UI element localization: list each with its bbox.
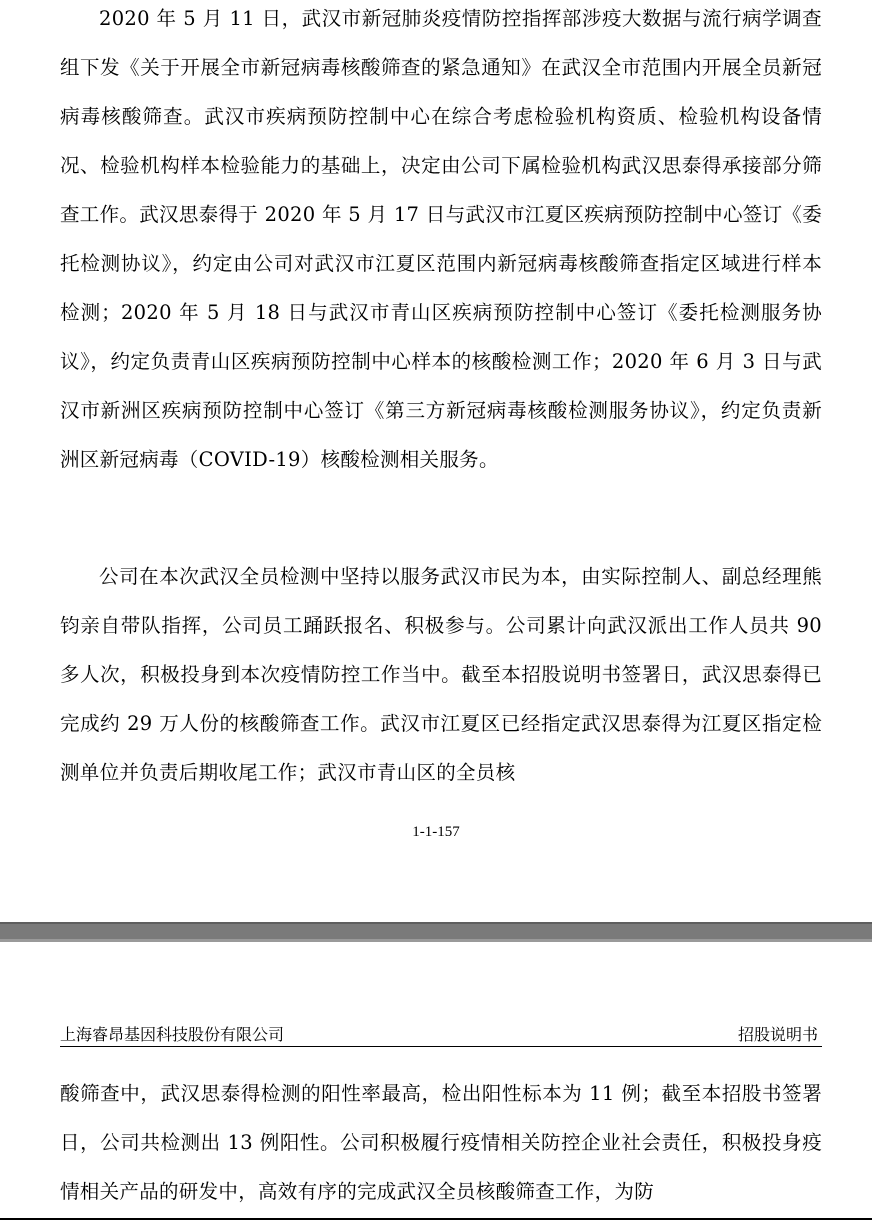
header-company-name: 上海睿昂基因科技股份有限公司 xyxy=(60,1025,285,1044)
body-paragraph: 2020 年 5 月 11 日，武汉市新冠肺炎疫情防控指挥部涉疫大数据与流行病学调查组下发《关于开展全市新冠病毒核酸筛查的紧急通知》在武汉全市范围内开展全员新冠病毒核酸筛查。武汉市疾病预防控制中心在综合考虑检验机构资质、检验机构设备情况、检验机构样本检验能力的基础上，决定由公司下属检验机构武汉思泰得承接部分筛查工作。武汉思泰得于 2020 年 5 月 17 日与武汉市江夏区疾病预防控制中心签订《委托检测协议》，约定由公司对武汉市江夏区范围内新冠病毒核酸筛查指定区域进行样本检测；2020 年 5 月 18 日与武汉市青山区疾病预防控制中心签订《委托检测服务协议》，约定负责青山区疾病预防控制中心样本的核酸检测工作；2020 年 6 月 3 日与武汉市新洲区疾病预防控制中心签订《第三方新冠病毒核酸检测服务协议》，约定负责新洲区新冠病毒（COVID-19）核酸检测相关服务。 xyxy=(60,7,822,471)
body-paragraph: 酸筛查中，武汉思泰得检测的阳性率最高，检出阳性标本为 11 例；截至本招股书签署日，公司共检测出 13 例阳性。公司积极履行疫情相关防控企业社会责任，积极投身疫情相关产品的研发中，高效有序的完成武汉全员核酸筛查工作，为防 xyxy=(60,1082,822,1203)
page-header xyxy=(60,1018,822,1047)
page-number: 1-1-157 xyxy=(412,824,460,840)
document-page-lower xyxy=(0,942,872,1220)
page-separator xyxy=(0,922,872,942)
body-paragraph: 公司在本次武汉全员检测中坚持以服务武汉市民为本，由实际控制人、副总经理熊钧亲自带队指挥，公司员工踊跃报名、积极参与。公司累计向武汉派出工作人员共 90 多人次，积极投身到本次疫情防控工作当中。截至本招股说明书签署日，武汉思泰得已完成约 29 万人份的核酸筛查工作。武汉市江夏区已经指定武汉思泰得为江夏区指定检测单位并负责后期收尾工作；武汉市青山区的全员核 xyxy=(60,565,822,784)
header-document-title: 招股说明书 xyxy=(737,1025,818,1044)
